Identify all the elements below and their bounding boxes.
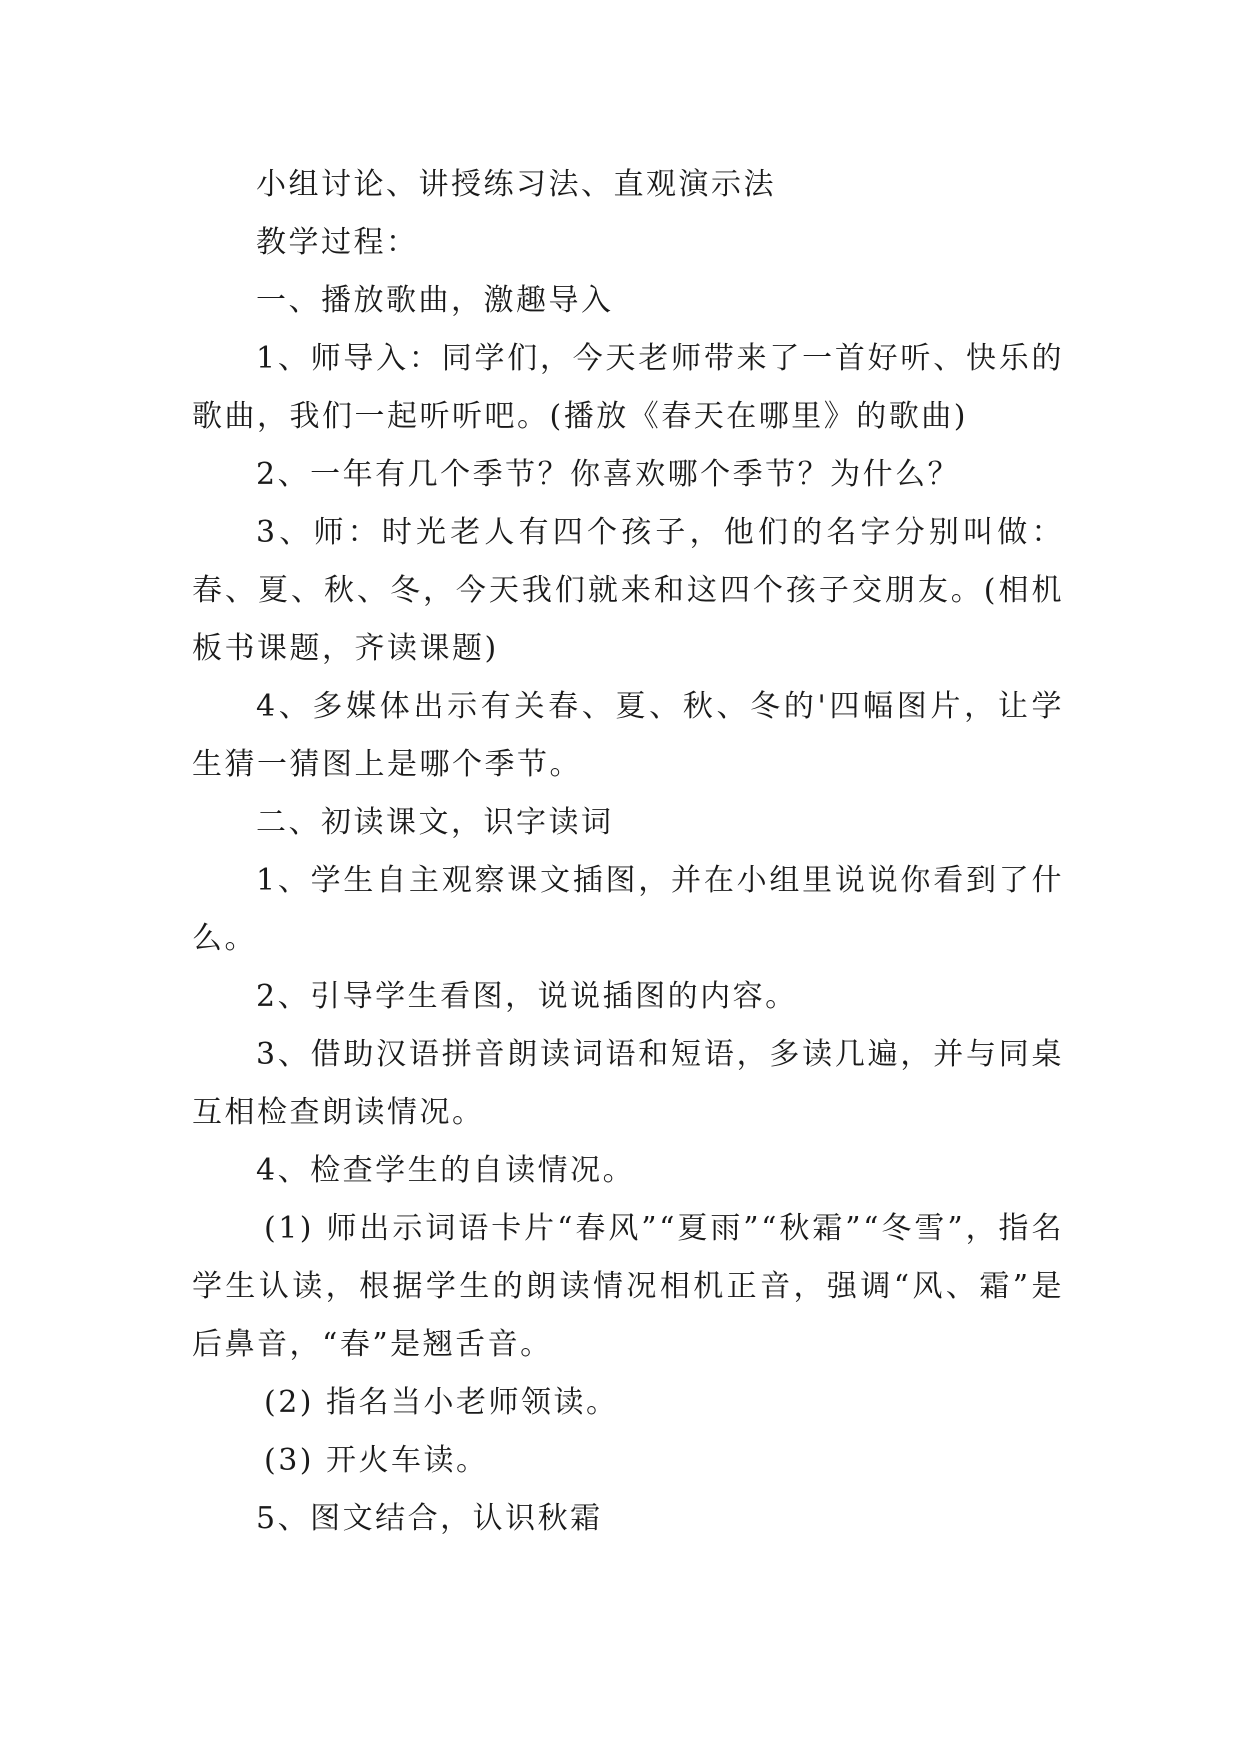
paragraph-step-1-1: 1、师导入：同学们，今天老师带来了一首好听、快乐的歌曲，我们一起听听吧。(播放《春天在哪里》的歌曲) xyxy=(192,341,1064,434)
paragraph-methods: 小组讨论、讲授练习法、直观演示法 xyxy=(256,167,776,202)
paragraph-step-2-1: 1、学生自主观察课文插图，并在小组里说说你看到了什么。 xyxy=(192,863,1064,956)
paragraph-step-2-3: 3、借助汉语拼音朗读词语和短语，多读几遍，并与同桌互相检查朗读情况。 xyxy=(192,1037,1064,1130)
paragraph-teaching-process: 教学过程： xyxy=(256,225,419,260)
paragraph-substep-3: (3) 开火车读。 xyxy=(264,1443,489,1478)
section-heading-2: 二、初读课文，识字读词 xyxy=(256,805,614,840)
paragraph-step-2-5: 5、图文结合，认识秋霜 xyxy=(256,1501,603,1536)
paragraph-step-2-4: 4、检查学生的自读情况。 xyxy=(256,1153,636,1188)
paragraph-substep-1: (1) 师出示词语卡片“春风”“夏雨”“秋霜”“冬雪”，指名学生认读，根据学生的朗读情况相机正音，强调“风、霜”是后鼻音，“春”是翘舌音。 xyxy=(192,1211,1064,1362)
section-heading-1: 一、播放歌曲，激趣导入 xyxy=(256,283,614,318)
paragraph-substep-2: (2) 指名当小老师领读。 xyxy=(264,1385,619,1420)
paragraph-step-1-3: 3、师：时光老人有四个孩子，他们的名字分别叫做：春、夏、秋、冬，今天我们就来和这四个孩子交朋友。(相机板书课题，齐读课题) xyxy=(192,515,1064,666)
paragraph-step-1-4: 4、多媒体出示有关春、夏、秋、冬的'四幅图片，让学生猜一猜图上是哪个季节。 xyxy=(192,689,1064,782)
document-page xyxy=(192,156,1064,1548)
paragraph-step-1-2: 2、一年有几个季节？你喜欢哪个季节？为什么？ xyxy=(256,457,961,492)
paragraph-step-2-2: 2、引导学生看图，说说插图的内容。 xyxy=(256,979,798,1014)
